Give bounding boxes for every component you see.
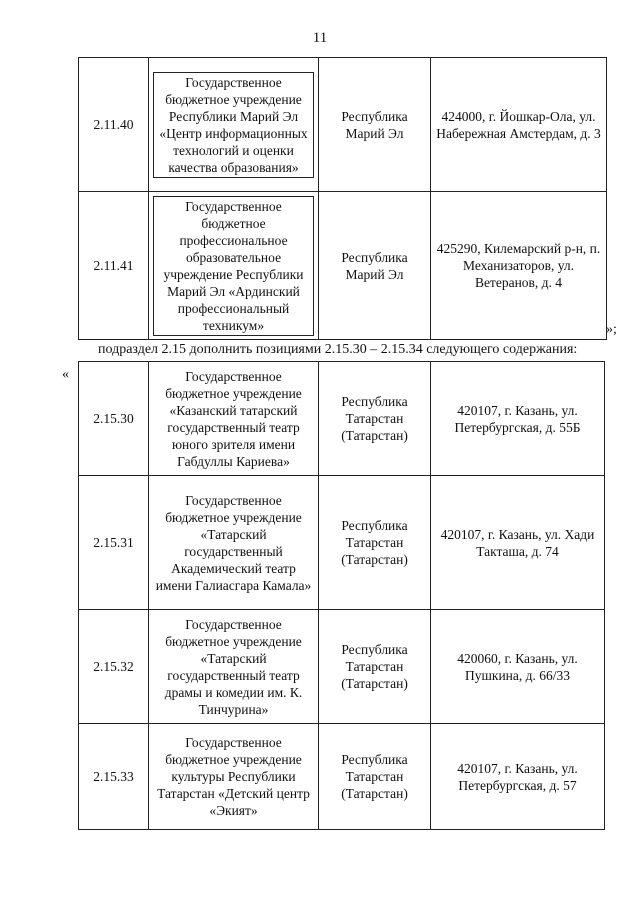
page-number: 11 [312, 30, 328, 46]
address-cell: 420107, г. Казань, ул. Петербургская, д. 55Б [431, 362, 605, 476]
position-code: 2.15.31 [79, 476, 149, 610]
organization-name [149, 192, 319, 340]
organization-name-frame: Государственное бюджетное учреждение Республики Марий Эл «Центр информационных технологий и оценки качества образования» [153, 72, 314, 178]
position-code: 2.11.41 [79, 192, 149, 340]
region-cell: Республика Марий Эл [319, 58, 431, 192]
organization-name: Государственное бюджетное учреждение «Казанский татарский государственный театр юного зрителя имени Габдуллы Кариева» [149, 362, 319, 476]
opening-quote-mark: « [62, 367, 69, 382]
position-code: 2.11.40 [79, 58, 149, 192]
table-row [79, 362, 605, 476]
position-code: 2.15.33 [79, 724, 149, 830]
address-cell: 420107, г. Казань, ул. Петербургская, д. 57 [431, 724, 605, 830]
address-cell: 424000, г. Йошкар-Ола, ул. Набережная Амстердам, д. 3 [431, 58, 607, 192]
address-cell: 420107, г. Казань, ул. Хади Такташа, д. 74 [431, 476, 605, 610]
positions-table-2-11 [78, 57, 607, 340]
position-code: 2.15.32 [79, 610, 149, 724]
table-row [79, 58, 607, 192]
organization-name: Государственное бюджетное учреждение культуры Республики Татарстан «Детский центр «Экият» [149, 724, 319, 830]
table-row [79, 192, 607, 340]
region-cell: Республика Татарстан (Татарстан) [319, 610, 431, 724]
region-cell: Республика Марий Эл [319, 192, 431, 340]
table-row [79, 610, 605, 724]
address-cell: 425290, Килемарский р-н, п. Механизаторов, ул. Ветеранов, д. 4 [431, 192, 607, 340]
region-cell: Республика Татарстан (Татарстан) [319, 362, 431, 476]
organization-name-frame: Государственное бюджетное профессиональное образовательное учреждение Республики Марий Эл «Ардинский профессиональный техникум» [153, 196, 314, 336]
address-cell: 420060, г. Казань, ул. Пушкина, д. 66/33 [431, 610, 605, 724]
organization-name: Государственное бюджетное учреждение «Татарский государственный Академический театр имени Галиасгара Камала» [149, 476, 319, 610]
organization-name [149, 58, 319, 192]
position-code: 2.15.30 [79, 362, 149, 476]
closing-quote-mark: »; [606, 322, 617, 337]
organization-name: Государственное бюджетное учреждение «Татарский государственный театр драмы и комедии им. К. Тинчурина» [149, 610, 319, 724]
region-cell: Республика Татарстан (Татарстан) [319, 476, 431, 610]
positions-table-2-15 [78, 361, 605, 830]
table-row [79, 724, 605, 830]
amendment-instruction: подраздел 2.15 дополнить позициями 2.15.30 – 2.15.34 следующего содержания: [98, 342, 578, 357]
region-cell: Республика Татарстан (Татарстан) [319, 724, 431, 830]
table-row [79, 476, 605, 610]
